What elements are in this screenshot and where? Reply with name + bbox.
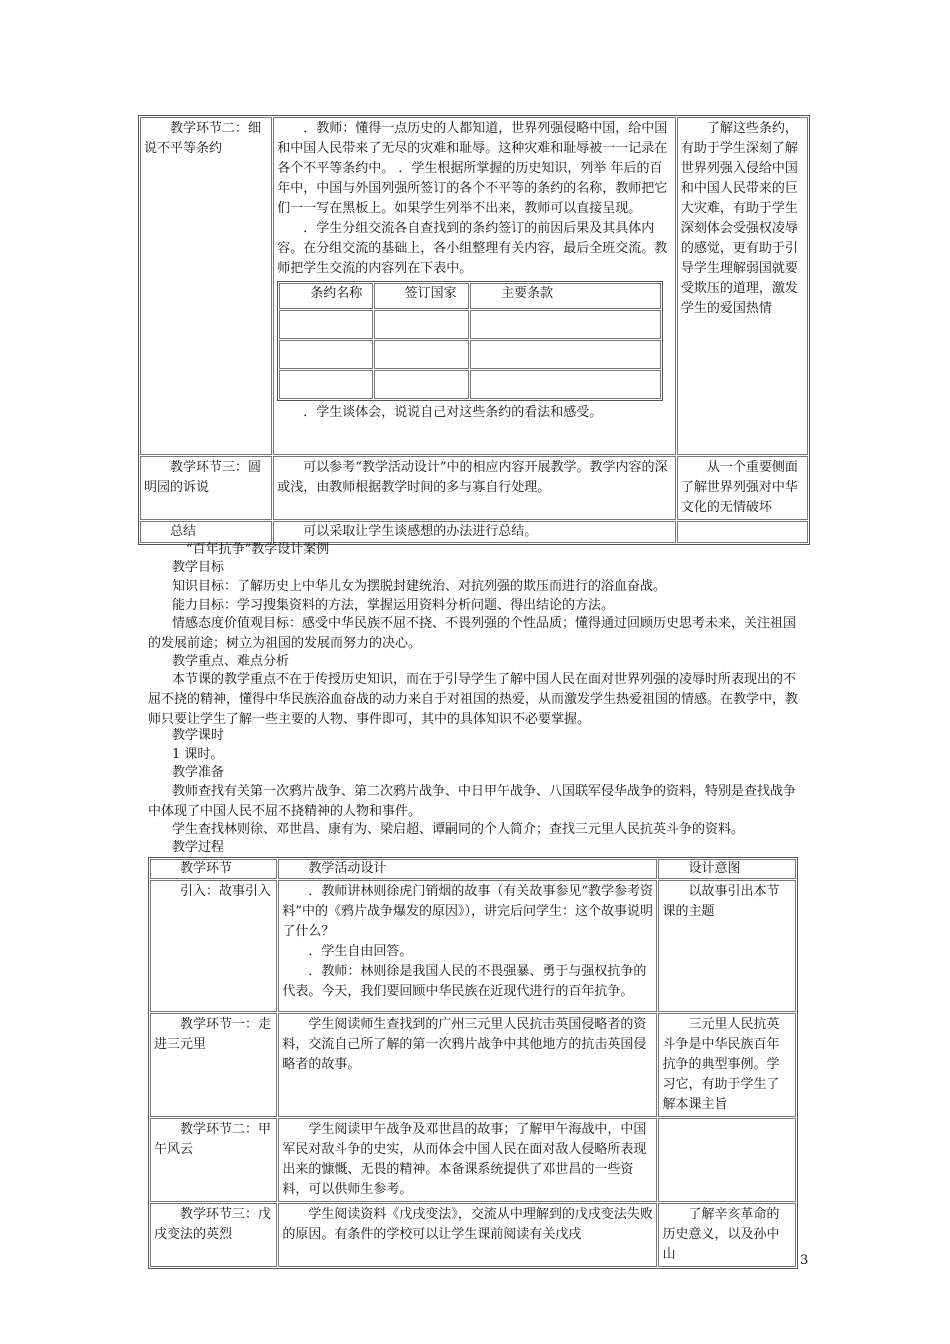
table-row [150, 1118, 796, 1202]
table-row [279, 283, 661, 309]
table-row [279, 370, 661, 399]
activity-cell: 学生阅读师生查找到的广州三元里人民抗击英国侵略者的资料，交流自己所了解的第一次鸦片战争中其他地方的抗击英国侵略者的故事。 [278, 1013, 657, 1117]
column-header: 设计意图 [658, 859, 796, 879]
section-heading: 教学准备 [172, 765, 225, 780]
intent-cell [658, 1118, 796, 1202]
section-heading: 教学目标 [172, 560, 225, 575]
stage-cell: 总结 [140, 521, 272, 543]
knowledge-goal: 知识目标：了解历史上中华儿女为摆脱封建统治、对抗列强的欺压而进行的浴血奋战。 [172, 579, 667, 594]
table-row [140, 117, 808, 455]
ability-goal: 能力目标：学习搜集资料的方法，掌握运用资料分析问题、得出结论的方法。 [172, 598, 615, 613]
intent-cell: 以故事引出本节课的主题 [658, 880, 796, 1012]
stage-cell: 引入：故事引入 [150, 880, 277, 1012]
activity-cell: 可以参考“教学活动设计”中的相应内容开展教学。教学内容的深或浅，由教师根据教学时间的多与寡自行处理。 [273, 456, 676, 520]
stage-cell: 教学环节一：走进三元里 [150, 1013, 277, 1117]
stage-cell: 教学环节三：戊戌变法的英烈 [150, 1203, 277, 1267]
column-header: 签订国家 [374, 283, 470, 309]
table-cell [374, 340, 470, 369]
activity-text: ．教师：林则徐是我国人民的不畏强暴、勇于与强权抗争的代表。今天，我们要回顾中华民族在近现代进行的百年抗争。 [282, 964, 647, 999]
table-cell [279, 340, 372, 369]
stage-cell: 教学环节三：圆明园的诉说 [140, 456, 272, 520]
section-heading: 教学重点、难点分析 [172, 654, 290, 669]
table-row [140, 456, 808, 520]
page-number: 3 [800, 1253, 809, 1268]
key-analysis: 本节课的教学重点不在于传授历史知识，而在于引导学生了解中国人民在面对世界列强的凌辱时所表现出的不屈不挠的精神，懂得中华民族浴血奋战的动力来自于对祖国的热爱，从而激发学生热爱祖国的情感。在教学中，教师只要让学生了解一些主要的人物、事件即可，其中的具体知识不必要掌握。 [148, 672, 799, 727]
section-heading: 教学课时 [172, 728, 225, 743]
activity-text: ．学生谈体会，说说自己对这些条约的看法和感受。 [303, 405, 603, 420]
column-header: 教学环节 [150, 859, 277, 879]
lesson-table-1 [138, 115, 810, 545]
intent-cell: 了解辛亥革命的历史意义，以及孙中山 [658, 1203, 796, 1267]
activity-text: ．教师讲林则徐虎门销烟的故事（有关故事参见“教学参考资料”中的《鸦片战争爆发的原因》），讲完后问学生：这个故事说明了什么？ [282, 884, 654, 939]
section-heading: 教学过程 [172, 840, 225, 855]
table-row [150, 859, 796, 879]
table-row [150, 880, 796, 1012]
activity-cell: 学生阅读甲午战争及邓世昌的故事；了解甲午海战中，中国军民对敌斗争的史实，从而体会中国人民在面对敌人侵略所表现出来的慷慨、无畏的精神。本备课系统提供了邓世昌的一些资料，可以供师生参考。 [278, 1118, 657, 1202]
table-row [150, 1203, 796, 1267]
emotion-goal: 情感态度价值观目标：感受中华民族不屈不挠、不畏列强的个性品质；懂得通过回顾历史思考未来，关注祖国的发展前途；树立为祖国的发展而努力的决心。 [148, 616, 797, 651]
stage-cell: 教学环节二：细说不平等条约 [140, 117, 272, 455]
table-cell [470, 370, 661, 399]
table-row [150, 1013, 796, 1117]
lesson-table-2 [148, 857, 798, 1269]
case-title: “百年抗争”教学设计案例 [186, 542, 330, 557]
activity-text: ．学生自由回答。 [308, 944, 413, 959]
table-row [279, 340, 661, 369]
table-row [279, 310, 661, 339]
teacher-prep: 教师查找有关第一次鸦片战争、第二次鸦片战争、中日甲午战争、八国联军侵华战争的资料，特别是查找战争中体现了中国人民不屈不挠精神的人物和事件。 [148, 784, 797, 819]
activity-cell: 学生阅读资料《戊戌变法》，交流从中理解到的戊戌变法失败的原因。有条件的学校可以让学生课前阅读有关戊戌 [278, 1203, 657, 1267]
table-cell [374, 370, 470, 399]
treaty-table [277, 281, 663, 401]
table-cell [279, 370, 372, 399]
activity-cell [273, 117, 676, 455]
activity-text: ．教师：懂得一点历史的人都知道，世界列强侵略中国，给中国和中国人民带来了无尽的灾难和耻辱。这种灾难和耻辱被一一记录在各个不平等条约中。 ．学生根据所掌握的历史知识，列举 年后的百年中，中国与外国列强所签订的各个不平等的条约的名称，教师把它们一一写在黑板上。如果学生列举不出来，教师可以直接呈现。 [277, 121, 668, 216]
table-cell [470, 310, 661, 339]
table-cell [470, 340, 661, 369]
activity-cell [278, 880, 657, 1012]
stage-cell: 教学环节二：甲午风云 [150, 1118, 277, 1202]
activity-text: ．学生分组交流各自查找到的条约签订的前因后果及其具体内容。在分组交流的基础上，各小组整理有关内容，最后全班交流。教师把学生交流的内容列在下表中。 [277, 221, 668, 276]
table-cell [279, 310, 372, 339]
intent-cell: 从一个重要侧面了解世界列强对中华文化的无情破坏 [677, 456, 808, 520]
lesson-hours: 1 课时。 [172, 747, 224, 762]
intent-cell: 三元里人民抗英斗争是中华民族百年抗争的典型事例。学习它，有助于学生了解本课主旨 [658, 1013, 796, 1117]
column-header: 条约名称 [279, 283, 372, 309]
intent-cell: 了解这些条约，有助于学生深刻了解世界列强入侵给中国和中国人民带来的巨大灾难，有助于学生深刻体会受强权凌辱的感觉，更有助于引导学生理解弱国就要受欺压的道理，激发学生的爱国热情 [677, 117, 808, 455]
column-header: 教学活动设计 [278, 859, 657, 879]
student-prep: 学生查找林则徐、邓世昌、康有为、梁启超、谭嗣同的个人简介；查找三元里人民抗英斗争的资料。 [172, 822, 745, 837]
column-header: 主要条款 [470, 283, 661, 309]
table-cell [374, 310, 470, 339]
activity-cell: 可以采取让学生谈感想的办法进行总结。 [273, 521, 676, 543]
